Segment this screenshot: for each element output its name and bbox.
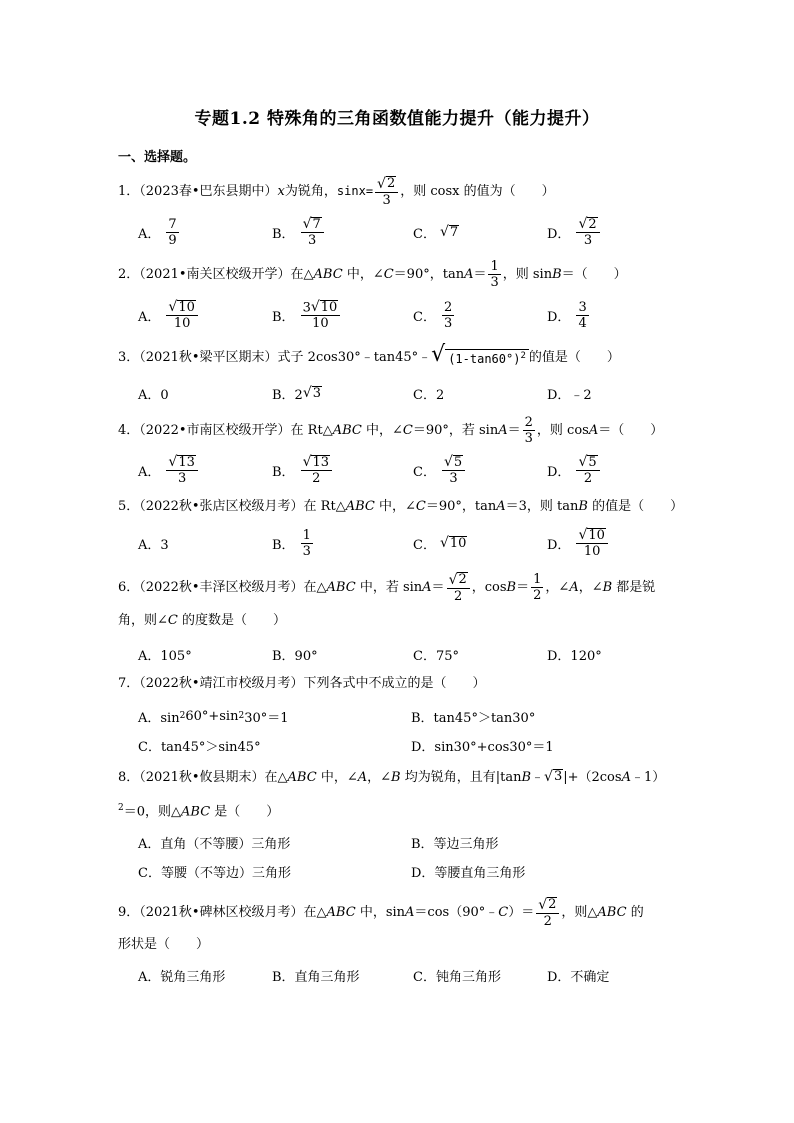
option-a[interactable]: A．0 (138, 387, 169, 403)
option-a[interactable]: A．3 (138, 537, 169, 553)
question-1 (118, 176, 555, 207)
question-2: 2．（2021•南关区校级开学）在△ABC 中，∠C＝90°，tanA＝ $\frac{1}{3}$ ，则 sinB＝（ ） (118, 259, 627, 290)
q-source: （2021秋•攸县期末） (139, 770, 265, 785)
q-source: （2023春•巴东县期中） (139, 183, 278, 199)
option-a[interactable]: A．锐角三角形 (138, 969, 226, 985)
option-d[interactable]: D． √ 2 3 (547, 215, 602, 249)
options-9 (138, 958, 698, 992)
option-d[interactable]: D．120° (547, 648, 602, 664)
question-9-line-2: 形状是（ ） (118, 937, 210, 952)
q-stem: ，则 cosx 的值为（ ） (400, 183, 555, 199)
q-number: 4． (118, 423, 140, 438)
option-c[interactable]: C．2 (413, 387, 445, 403)
q-number: 8． (118, 770, 140, 785)
question-7: 7．（2022秋•靖江市校级月考）下列各式中不成立的是（ ） (118, 676, 486, 691)
option-d[interactable]: D． √ 5 2 (547, 453, 602, 487)
option-c[interactable]: C．tan45°＞sin45° (138, 739, 261, 755)
option-b[interactable]: B．90° (272, 648, 318, 664)
options-4 (138, 453, 698, 487)
option-d[interactable]: D．等腰直角三角形 (411, 865, 526, 881)
question-5: 5．（2022秋•张店区校级月考）在 Rt△ABC 中，∠C＝90°，tanA＝3，则 tanB 的值是（ ） (118, 499, 684, 514)
option-b[interactable]: B．等边三角形 (411, 836, 499, 852)
question-8-line-2: $^2$＝0，则△ABC 是（ ） (118, 803, 280, 820)
q-fraction: $\frac{1}{2}$ (533, 571, 542, 603)
q-stem: 在△ (290, 267, 314, 282)
option-a[interactable]: A． √ 10 10 (138, 298, 200, 332)
q-number: 7． (118, 676, 140, 691)
q-fraction: √ 2 3 (375, 176, 398, 207)
option-c[interactable]: C．钝角三角形 (413, 969, 501, 985)
option-c[interactable]: C．75° (413, 648, 459, 664)
options-6 (138, 637, 698, 671)
option-b[interactable]: B． √ 13 2 (272, 453, 334, 487)
q-fn: sinx (336, 183, 366, 198)
options-1 (138, 215, 698, 249)
option-c[interactable]: C． √ 10 (413, 535, 467, 553)
options-7-row-2 (138, 728, 698, 762)
page-title: 专题1.2 特殊角的三角函数值能力提升（能力提升） (194, 109, 600, 129)
q-source: （2022秋•张店区校级月考） (139, 499, 304, 514)
question-8: 8．（2021秋•攸县期末）在△ABC 中，∠A，∠B 均为锐角，且有|tanB﹣ √ 3 |+（2cosA﹣1） (118, 769, 666, 785)
option-b[interactable]: B． $\frac{1}{3}$ (272, 527, 311, 559)
options-2 (138, 298, 698, 332)
option-a[interactable]: A．直角（不等腰）三角形 (138, 836, 291, 852)
option-d[interactable]: D． √ 10 10 (547, 526, 610, 560)
question-3: 3．（2021秋•梁平区期末）式子 2cos30°﹣tan45°﹣ √ $(1-\tan 60^\circ)^2$ 的值是（ ） (118, 342, 620, 367)
option-d[interactable]: D．不确定 (547, 969, 610, 985)
q-number: 6． (118, 579, 140, 595)
option-d[interactable]: D．﹣2 (547, 387, 592, 403)
option-d[interactable]: D． $\frac{3}{4}$ (547, 299, 587, 331)
q-eq: = (365, 183, 374, 198)
q-number: 9． (118, 904, 140, 920)
option-c[interactable]: C． √ 5 3 (413, 453, 467, 487)
options-5 (138, 526, 698, 560)
question-9: 9．（2021秋•碑林区校级月考）在△ABC 中，sinA＝cos（90°﹣C）＝ √ 2 2 ，则△ABC 的 (118, 896, 644, 929)
q-fraction: $\frac{1}{3}$ (490, 259, 499, 290)
option-d[interactable]: D．sin30°+cos30°＝1 (411, 739, 554, 755)
option-b[interactable]: B．tan45°＞tan30° (411, 710, 536, 726)
q-number: 1． (118, 183, 140, 199)
q-number: 3． (118, 350, 140, 365)
q-fraction: $\frac{2}{3}$ (524, 415, 533, 446)
q-source: （2022•市南区校级开学） (139, 423, 291, 438)
q-radical: √ $(1-\tan 60^\circ)^2$ (431, 344, 529, 366)
option-b[interactable]: B． √ 7 3 (272, 215, 326, 249)
q-source: （2022秋•靖江市校级月考） (139, 676, 304, 691)
q-source: （2021•南关区校级开学） (139, 267, 291, 282)
q-source: （2021秋•梁平区期末） (139, 350, 278, 365)
q-stem: 式子 2cos30°﹣tan45°﹣ (277, 350, 432, 365)
option-b[interactable]: B．直角三角形 (272, 969, 360, 985)
option-a[interactable]: A．105° (138, 648, 192, 664)
option-b[interactable]: B． 3 √ 10 10 (272, 298, 342, 332)
q-var: x (277, 183, 285, 199)
q-number: 5． (118, 499, 140, 514)
options-8-row-2 (138, 854, 698, 888)
q-stem: 为锐角， (284, 183, 337, 199)
section-heading: 一、选择题。 (118, 150, 197, 165)
option-a[interactable]: A．sin 2 60°+sin 2 30°＝1 (138, 708, 289, 726)
options-3 (138, 376, 698, 410)
question-4: 4．（2022•市南区校级开学）在 Rt△ABC 中，∠C＝90°，若 sinA＝ $\frac{2}{3}$ ，则 cosA＝（ ） (118, 415, 664, 446)
q-source: （2021秋•碑林区校级月考） (139, 904, 304, 920)
q-fraction: √ 2 2 (536, 897, 559, 928)
q-number: 2． (118, 267, 140, 282)
option-a[interactable]: A． $\frac{7}{9}$ (138, 216, 177, 248)
option-b[interactable]: B．2 √ 3 (272, 385, 322, 403)
option-c[interactable]: C． √ 7 (413, 224, 459, 242)
option-a[interactable]: A． √ 13 3 (138, 453, 200, 487)
question-6: 6．（2022秋•丰泽区校级月考）在△ABC 中，若 sinA＝ √ 2 2 ，cosB＝ $\frac{1}{2}$ ，∠A，∠B 都是锐 (118, 571, 656, 604)
option-c[interactable]: C． $\frac{2}{3}$ (413, 299, 453, 331)
q-source: （2022秋•丰泽区校级月考） (139, 579, 304, 595)
option-c[interactable]: C．等腰（不等边）三角形 (138, 865, 291, 881)
q-fraction: √ 2 2 (447, 572, 470, 603)
question-6-line-2: 角，则∠C 的度数是（ ） (118, 613, 286, 628)
